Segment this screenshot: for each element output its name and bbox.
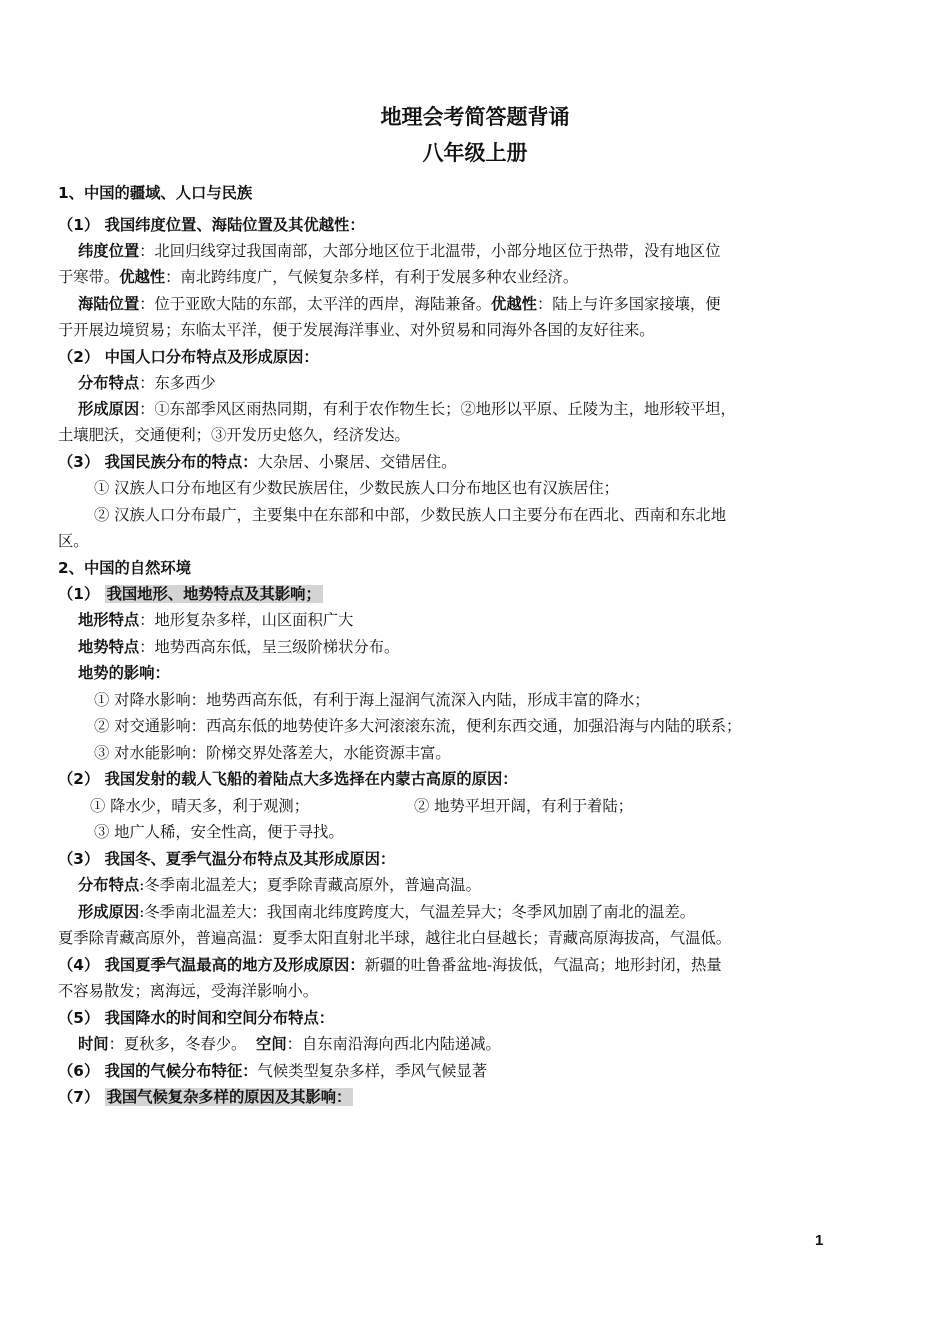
body-text: :冬季南北温差大：我国南北纬度跨度大，气温差异大；冬季风加剧了南北的温差。 xyxy=(139,903,696,921)
body-text: 新疆的吐鲁番盆地-海拔低，气温高；地形封闭，热量 xyxy=(364,956,722,974)
s1-q3-point-2: ② 汉族人口分布最广，主要集中在东部和中部，少数民族人口主要分布在西北、西南和东北地 xyxy=(94,506,727,524)
s1-q1-latitude-line1 xyxy=(78,238,916,264)
s1-q2-label: （2） 中国人口分布特点及形成原因： xyxy=(58,348,319,366)
s2-q3-distribution xyxy=(78,872,916,898)
term-label: 优越性 xyxy=(119,268,166,286)
question-label: （4） 我国夏季气温最高的地方及形成原因： xyxy=(58,956,365,974)
highlighted-question: 我国地形、地势特点及其影响； xyxy=(106,585,321,603)
s2-q5-answer xyxy=(78,1031,916,1057)
body-text: 气候类型复杂多样，季风气候显著 xyxy=(257,1062,488,1080)
body-text: ：自东南沿海向西北内陆递减。 xyxy=(286,1035,501,1053)
body-text: ：陆上与许多国家接壤，便 xyxy=(536,295,721,313)
s2-q2-point-1: ① 降水少，晴天多，利于观测； xyxy=(90,797,310,815)
s2-q2-point-3: ③ 地广人稀，安全性高，便于寻找。 xyxy=(94,823,344,841)
term-label: 分布特点 xyxy=(78,374,140,392)
body-text: ：①东部季风区雨热同期，有利于农作物生长；②地形以平原、丘陵为主，地形较平坦， xyxy=(139,400,736,418)
s2-q1-impact-1: ① 对降水影响：地势西高东低，有利于海上湿润气流深入内陆，形成丰富的降水； xyxy=(94,691,650,709)
term-label: 形成原因 xyxy=(78,400,140,418)
s2-q3-cause-line2: 夏季除青藏高原外，普遍高温：夏季太阳直射北半球，越往北白昼越长；青藏高原海拔高，气温低。 xyxy=(58,929,732,947)
body-text: ：地形复杂多样，山区面积广大 xyxy=(139,611,354,629)
s2-q2-point-2: ② 地势平坦开阔，有利于着陆； xyxy=(414,797,634,815)
s1-q3-label-line xyxy=(58,449,896,475)
body-text: ：地势西高东低，呈三级阶梯状分布。 xyxy=(139,638,400,656)
s2-q4-line2: 不容易散发；离海远，受海洋影响小。 xyxy=(58,982,319,1000)
section-1-heading: 1、中国的疆域、人口与民族 xyxy=(58,184,253,202)
s1-q3-point-2-cont: 区。 xyxy=(58,532,89,550)
term-label: 形成原因 xyxy=(78,903,140,921)
s2-q6-line xyxy=(58,1058,896,1084)
highlighted-question: 我国气候复杂多样的原因及其影响： xyxy=(106,1088,352,1106)
body-text: ：位于亚欧大陆的东部，太平洋的西岸，海陆兼备。 xyxy=(139,295,492,313)
body-text: 于寒带。 xyxy=(58,268,120,286)
question-number: （1） xyxy=(58,585,100,603)
s2-q1-impact-3: ③ 对水能影响：阶梯交界处落差大，水能资源丰富。 xyxy=(94,744,451,762)
term-label: 空间 xyxy=(256,1035,287,1053)
term-label: 纬度位置 xyxy=(78,242,140,260)
s1-q3-point-1: ① 汉族人口分布地区有少数民族居住，少数民族人口分布地区也有汉族居住； xyxy=(94,479,619,497)
s1-q1-landsea-line2: 于开展边境贸易；东临太平洋，便于发展海洋事业、对外贸易和同海外各国的友好往来。 xyxy=(58,321,655,339)
s2-q5-label: （5） 我国降水的时间和空间分布特点： xyxy=(58,1009,335,1027)
body-text: ：夏秋多，冬春少。 xyxy=(108,1035,247,1053)
s2-q7-label xyxy=(58,1084,896,1110)
body-text: ：南北跨纬度广，气候复杂多样，有利于发展多种农业经济。 xyxy=(165,268,579,286)
body-text: ：东多西少 xyxy=(139,374,216,392)
s1-q1-landsea-line1 xyxy=(78,291,916,317)
body-text: :冬季南北温差大；夏季除青藏高原外，普遍高温。 xyxy=(139,876,481,894)
s1-q1-label: （1） 我国纬度位置、海陆位置及其优越性： xyxy=(58,216,365,234)
term-label: 时间 xyxy=(78,1035,109,1053)
s2-q1-relief xyxy=(78,634,916,660)
document-title: 地理会考简答题背诵 xyxy=(380,105,570,129)
term-label: 地势特点 xyxy=(78,638,140,656)
s1-q2-distribution xyxy=(78,370,916,396)
s2-q3-label: （3） 我国冬、夏季气温分布特点及其形成原因： xyxy=(58,850,396,868)
body-text: 大杂居、小聚居、交错居住。 xyxy=(257,453,457,471)
question-label: （3） 我国民族分布的特点： xyxy=(58,453,258,471)
s1-q2-cause-line2: 土壤肥沃，交通便利；③开发历史悠久，经济发达。 xyxy=(58,426,410,444)
term-label: 海陆位置 xyxy=(78,295,140,313)
s1-q1-latitude-line2 xyxy=(58,264,896,290)
section-2-heading: 2、中国的自然环境 xyxy=(58,559,192,577)
term-label: 地形特点 xyxy=(78,611,140,629)
term-label: 分布特点 xyxy=(78,876,140,894)
page-number: 1 xyxy=(815,1232,824,1249)
s2-q1-impact-label: 地势的影响： xyxy=(78,664,170,682)
s2-q4-line1 xyxy=(58,952,896,978)
s2-q1-impact-2: ② 对交通影响：西高东低的地势使许多大河滚滚东流，便利东西交通，加强沿海与内陆的联系； xyxy=(94,717,742,735)
s2-q1-label xyxy=(58,581,896,607)
document-subtitle: 八年级上册 xyxy=(422,141,528,165)
body-text: ：北回归线穿过我国南部，大部分地区位于北温带，小部分地区位于热带，没有地区位 xyxy=(139,242,721,260)
term-label: 优越性 xyxy=(491,295,537,313)
question-label: （6） 我国的气候分布特征： xyxy=(58,1062,258,1080)
s2-q1-terrain xyxy=(78,607,916,633)
s1-q2-cause-line1 xyxy=(78,396,916,422)
question-number: （7） xyxy=(58,1088,100,1106)
s2-q2-label: （2） 我国发射的载人飞船的着陆点大多选择在内蒙古高原的原因： xyxy=(58,770,518,788)
s2-q3-cause-line1 xyxy=(78,899,916,925)
